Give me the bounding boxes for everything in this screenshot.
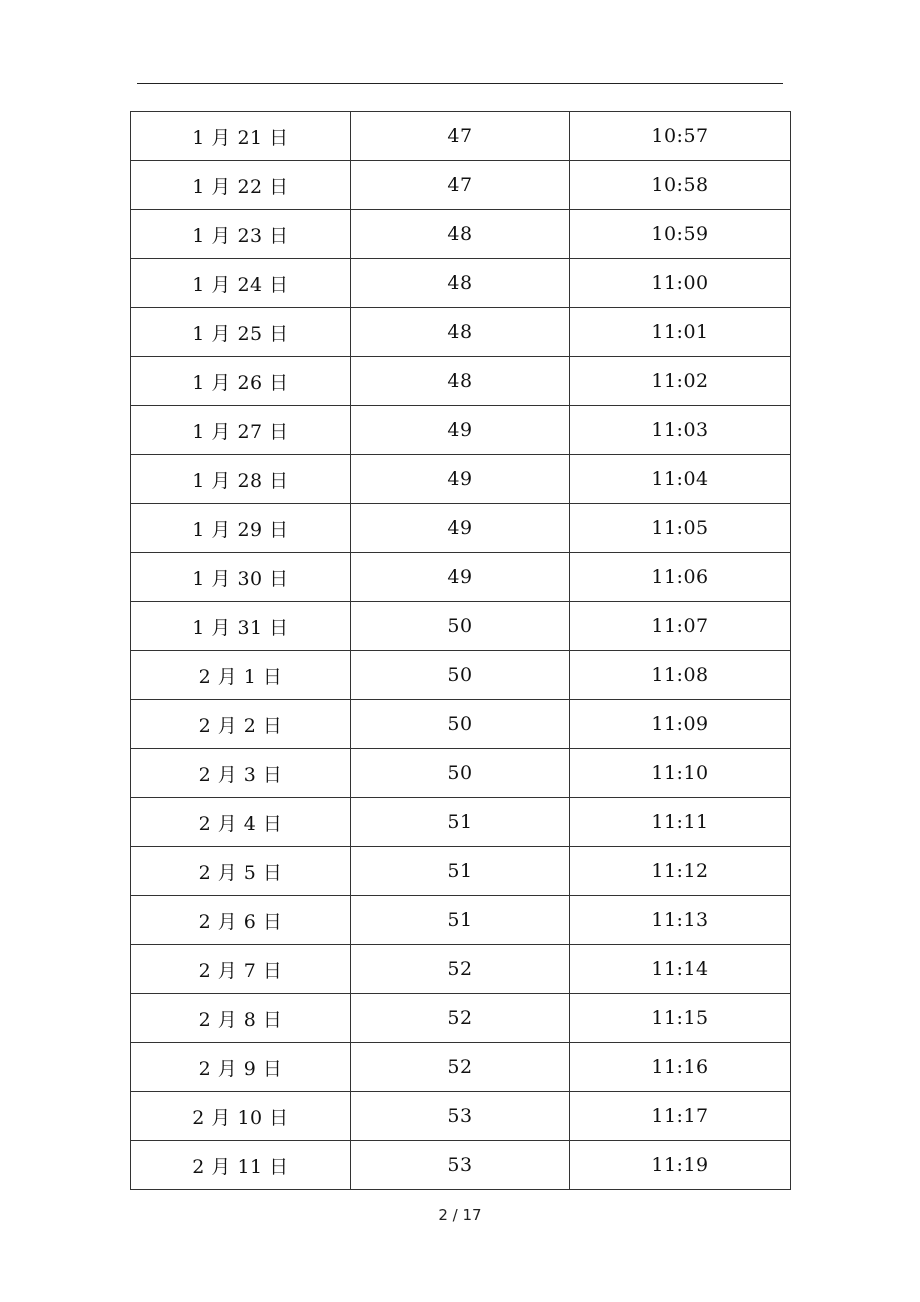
time-cell: 11:04 bbox=[570, 455, 791, 504]
value-cell: 47 bbox=[351, 112, 570, 161]
time-cell: 11:02 bbox=[570, 357, 791, 406]
time-cell: 11:15 bbox=[570, 994, 791, 1043]
time-cell: 11:00 bbox=[570, 259, 791, 308]
value-cell: 50 bbox=[351, 602, 570, 651]
table-row bbox=[131, 994, 791, 1043]
date-cell: 1 月 31 日 bbox=[131, 602, 351, 651]
time-cell: 11:03 bbox=[570, 406, 791, 455]
value-cell: 48 bbox=[351, 308, 570, 357]
time-cell: 10:57 bbox=[570, 112, 791, 161]
time-cell: 11:12 bbox=[570, 847, 791, 896]
value-cell: 50 bbox=[351, 700, 570, 749]
table-row bbox=[131, 798, 791, 847]
table-row bbox=[131, 357, 791, 406]
value-cell: 51 bbox=[351, 798, 570, 847]
page-number: 2 / 17 bbox=[438, 1206, 482, 1224]
date-cell: 1 月 26 日 bbox=[131, 357, 351, 406]
table-row bbox=[131, 896, 791, 945]
date-cell: 2 月 8 日 bbox=[131, 994, 351, 1043]
table-row bbox=[131, 112, 791, 161]
table-row bbox=[131, 406, 791, 455]
header-rule bbox=[137, 83, 783, 84]
table-row bbox=[131, 455, 791, 504]
table-row bbox=[131, 749, 791, 798]
data-table bbox=[130, 111, 791, 1190]
date-cell: 2 月 2 日 bbox=[131, 700, 351, 749]
value-cell: 51 bbox=[351, 896, 570, 945]
date-cell: 2 月 10 日 bbox=[131, 1092, 351, 1141]
table-body bbox=[131, 112, 791, 1190]
value-cell: 47 bbox=[351, 161, 570, 210]
table-row bbox=[131, 259, 791, 308]
time-cell: 11:01 bbox=[570, 308, 791, 357]
table-row bbox=[131, 161, 791, 210]
value-cell: 53 bbox=[351, 1092, 570, 1141]
date-cell: 1 月 22 日 bbox=[131, 161, 351, 210]
date-cell: 2 月 5 日 bbox=[131, 847, 351, 896]
value-cell: 48 bbox=[351, 210, 570, 259]
table-row bbox=[131, 700, 791, 749]
table-row bbox=[131, 553, 791, 602]
table-row bbox=[131, 945, 791, 994]
value-cell: 52 bbox=[351, 994, 570, 1043]
time-cell: 10:58 bbox=[570, 161, 791, 210]
value-cell: 49 bbox=[351, 455, 570, 504]
table-row bbox=[131, 1092, 791, 1141]
time-cell: 11:13 bbox=[570, 896, 791, 945]
time-cell: 11:11 bbox=[570, 798, 791, 847]
date-cell: 1 月 25 日 bbox=[131, 308, 351, 357]
date-cell: 1 月 23 日 bbox=[131, 210, 351, 259]
time-cell: 11:05 bbox=[570, 504, 791, 553]
date-cell: 2 月 3 日 bbox=[131, 749, 351, 798]
value-cell: 50 bbox=[351, 651, 570, 700]
table-row bbox=[131, 651, 791, 700]
value-cell: 49 bbox=[351, 553, 570, 602]
date-cell: 2 月 9 日 bbox=[131, 1043, 351, 1092]
value-cell: 48 bbox=[351, 259, 570, 308]
table-row bbox=[131, 847, 791, 896]
table-row bbox=[131, 1141, 791, 1190]
value-cell: 49 bbox=[351, 406, 570, 455]
time-cell: 11:07 bbox=[570, 602, 791, 651]
time-cell: 11:06 bbox=[570, 553, 791, 602]
date-cell: 1 月 24 日 bbox=[131, 259, 351, 308]
value-cell: 52 bbox=[351, 1043, 570, 1092]
table-row bbox=[131, 504, 791, 553]
date-cell: 2 月 1 日 bbox=[131, 651, 351, 700]
date-cell: 1 月 28 日 bbox=[131, 455, 351, 504]
value-cell: 53 bbox=[351, 1141, 570, 1190]
time-cell: 11:10 bbox=[570, 749, 791, 798]
time-cell: 11:17 bbox=[570, 1092, 791, 1141]
date-cell: 2 月 6 日 bbox=[131, 896, 351, 945]
table-row bbox=[131, 1043, 791, 1092]
date-cell: 2 月 7 日 bbox=[131, 945, 351, 994]
value-cell: 49 bbox=[351, 504, 570, 553]
date-cell: 1 月 21 日 bbox=[131, 112, 351, 161]
time-cell: 11:16 bbox=[570, 1043, 791, 1092]
time-cell: 11:08 bbox=[570, 651, 791, 700]
date-cell: 1 月 27 日 bbox=[131, 406, 351, 455]
table-row bbox=[131, 308, 791, 357]
time-cell: 10:59 bbox=[570, 210, 791, 259]
table-row bbox=[131, 602, 791, 651]
date-cell: 2 月 11 日 bbox=[131, 1141, 351, 1190]
date-cell: 1 月 30 日 bbox=[131, 553, 351, 602]
time-cell: 11:19 bbox=[570, 1141, 791, 1190]
time-cell: 11:14 bbox=[570, 945, 791, 994]
date-cell: 1 月 29 日 bbox=[131, 504, 351, 553]
value-cell: 51 bbox=[351, 847, 570, 896]
value-cell: 48 bbox=[351, 357, 570, 406]
value-cell: 52 bbox=[351, 945, 570, 994]
time-cell: 11:09 bbox=[570, 700, 791, 749]
date-cell: 2 月 4 日 bbox=[131, 798, 351, 847]
value-cell: 50 bbox=[351, 749, 570, 798]
table-row bbox=[131, 210, 791, 259]
